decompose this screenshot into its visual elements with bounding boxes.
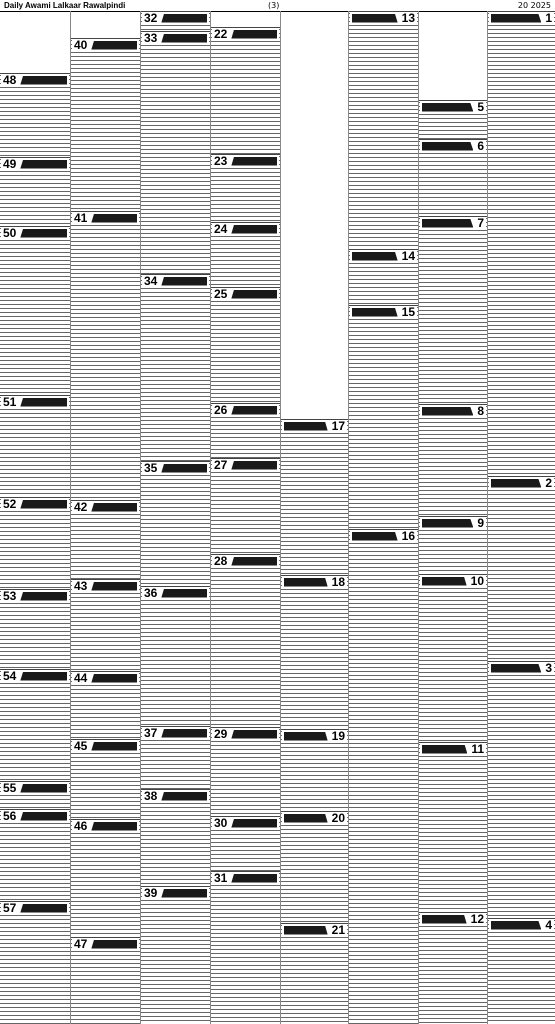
classified-ad [211,154,280,222]
column-6 [348,11,418,1024]
ad-heading-ribbon [161,277,207,286]
classified-ad [141,886,210,1024]
ad-heading-bar [142,12,209,24]
ad-heading-ribbon [491,14,541,23]
ad-number: 53 [3,589,17,603]
ad-heading-ribbon [284,926,328,935]
classified-ad [281,729,348,811]
ad-heading-bar [489,662,554,674]
classified-ad [281,923,348,1024]
ad-heading-ribbon [231,290,277,299]
classified-ad [281,419,348,575]
ad-number: 44 [74,671,88,685]
ad-heading-ribbon [352,14,398,23]
ad-heading-ribbon [20,500,67,509]
ad-heading-bar [350,12,417,24]
ad-number: 42 [74,500,88,514]
ad-heading-ribbon [161,34,207,43]
ad-heading-bar [350,250,417,262]
ad-number: 4 [545,918,552,932]
ad-heading-ribbon [91,674,137,683]
column-8 [487,11,555,1024]
classified-ad [0,497,70,589]
classified-ad [349,529,418,1024]
ad-number: 56 [3,809,17,823]
classified-ad [211,871,280,1024]
ad-heading-ribbon [20,784,67,793]
classified-ad [488,476,555,661]
ad-number: 13 [401,11,415,25]
ad-heading-bar [142,462,209,474]
ad-heading-bar [142,275,209,287]
ad-heading-bar [1,158,69,170]
ad-number: 31 [214,871,228,885]
column-2 [70,11,140,1024]
ad-heading-ribbon [422,745,467,754]
ad-heading-ribbon [91,582,137,591]
ad-number: 22 [214,27,228,41]
ad-heading-ribbon [231,406,277,415]
classified-ad [419,742,487,912]
ad-heading-ribbon [352,532,398,541]
ad-heading-ribbon [284,578,328,587]
ad-number: 28 [214,554,228,568]
ad-number: 46 [74,819,88,833]
ad-number: 21 [331,923,345,937]
ad-number: 54 [3,669,17,683]
ad-heading-ribbon [91,940,137,949]
ad-heading-ribbon [352,252,398,261]
ad-heading-bar [142,887,209,899]
ad-heading-bar [72,672,139,684]
ad-heading-ribbon [284,814,328,823]
ad-heading-bar [1,396,69,408]
ad-heading-ribbon [231,225,277,234]
classified-ad [141,274,210,461]
ad-heading-bar [142,32,209,44]
classified-ad [281,575,348,729]
ad-heading-ribbon [161,889,207,898]
ad-number: 25 [214,287,228,301]
ad-number: 17 [331,419,345,433]
ad-heading-ribbon [422,577,467,586]
classified-ad [488,661,555,918]
ad-heading-ribbon [91,503,137,512]
ad-number: 20 [331,811,345,825]
ad-heading-ribbon [20,229,67,238]
ad-heading-bar [212,872,279,884]
ad-number: 1 [545,11,552,25]
classified-ad [349,249,418,305]
classified-ad [419,100,487,139]
ad-heading-ribbon [491,921,541,930]
ad-number: 47 [74,937,88,951]
ad-heading-bar [212,288,279,300]
ad-number: 32 [144,11,158,25]
ad-heading-ribbon [231,557,277,566]
ad-number: 26 [214,403,228,417]
ad-heading-bar [1,670,69,682]
ad-number: 19 [331,729,345,743]
ad-number: 38 [144,789,158,803]
ad-heading-ribbon [284,422,328,431]
classified-ad [211,554,280,727]
classified-ad [211,816,280,871]
classified-ad [141,11,210,31]
ad-heading-bar [72,740,139,752]
classified-ad [0,157,70,226]
ad-heading-bar [72,39,139,51]
classified-ad [71,739,140,819]
ad-heading-bar [1,498,69,510]
ad-heading-bar [489,477,554,489]
classified-ad [419,139,487,216]
ad-heading-bar [142,727,209,739]
ad-heading-bar [350,306,417,318]
ad-heading-ribbon [20,160,67,169]
ad-heading-ribbon [284,732,328,741]
ad-number: 10 [470,574,484,588]
ad-heading-bar [1,782,69,794]
page-number: (3) [268,1,280,10]
ad-heading-ribbon [231,30,277,39]
classified-ad [0,73,70,157]
ad-heading-ribbon [422,407,473,416]
classified-ad [419,516,487,574]
ad-number: 29 [214,727,228,741]
ad-number: 41 [74,211,88,225]
ad-heading-ribbon [231,819,277,828]
ad-number: 30 [214,816,228,830]
ad-heading-bar [1,227,69,239]
ad-heading-ribbon [20,76,67,85]
ad-number: 24 [214,222,228,236]
ad-heading-bar [282,576,347,588]
classified-ad [488,11,555,476]
classified-ad [211,222,280,287]
ad-number: 18 [331,575,345,589]
ad-heading-ribbon [231,730,277,739]
issue-date: 20 2025 [517,1,551,10]
ad-number: 34 [144,274,158,288]
classified-ad [71,500,140,579]
ad-heading-bar [1,74,69,86]
ad-heading-bar [212,555,279,567]
ad-heading-ribbon [20,398,67,407]
ad-number: 3 [545,661,552,675]
ad-number: 6 [477,139,484,153]
classified-ad [349,305,418,529]
ad-number: 5 [477,100,484,114]
classified-ad [71,937,140,1024]
classified-ad [419,574,487,742]
classified-ad [141,726,210,789]
paper-name: Daily Awami Lalkaar Rawalpindi [4,1,126,10]
ad-heading-bar [420,405,486,417]
ad-number: 52 [3,497,17,511]
ad-heading-bar [420,101,486,113]
ad-number: 2 [545,476,552,490]
classified-ad [211,458,280,554]
classified-ad [0,669,70,781]
ad-heading-ribbon [231,157,277,166]
ad-heading-bar [212,817,279,829]
ad-heading-ribbon [352,308,398,317]
ad-number: 15 [401,305,415,319]
ad-number: 36 [144,586,158,600]
classified-ad [71,211,140,500]
ad-heading-bar [282,730,347,742]
ad-number: 27 [214,458,228,472]
ad-number: 12 [470,912,484,926]
ad-heading-ribbon [491,664,541,673]
ad-heading-bar [212,728,279,740]
classified-ad [0,809,70,901]
ad-heading-bar [420,913,486,925]
ad-heading-ribbon [491,479,541,488]
ad-number: 7 [477,216,484,230]
column-7 [418,11,487,1024]
ad-heading-ribbon [231,461,277,470]
classified-ad [71,819,140,937]
ad-number: 43 [74,579,88,593]
classified-ad [419,912,487,1024]
ad-heading-bar [489,12,554,24]
ad-heading-ribbon [20,904,67,913]
column-5 [280,11,348,1024]
classified-ad [0,395,70,497]
classified-ad [71,579,140,671]
classified-ad [141,31,210,274]
ad-heading-ribbon [422,142,473,151]
column-4 [210,11,280,1024]
classified-ad [0,226,70,395]
classified-ad [0,901,70,1024]
classified-ad [419,404,487,516]
classified-ad [0,781,70,809]
ad-heading-ribbon [161,792,207,801]
classified-ad [211,27,280,154]
ad-heading-bar [420,217,486,229]
ad-heading-ribbon [161,729,207,738]
column-3 [140,11,210,1024]
ad-heading-bar [420,575,486,587]
column-1 [0,11,70,1024]
ad-heading-bar [72,580,139,592]
ad-heading-ribbon [422,219,473,228]
classified-ad [349,11,418,249]
ad-number: 33 [144,31,158,45]
ad-number: 35 [144,461,158,475]
ad-heading-bar [212,223,279,235]
ad-heading-ribbon [161,589,207,598]
classifieds-page [0,11,555,1024]
ad-number: 57 [3,901,17,915]
ad-heading-bar [420,517,486,529]
ad-heading-ribbon [231,874,277,883]
ad-number: 14 [401,249,415,263]
ad-number: 40 [74,38,88,52]
classified-ad [0,589,70,669]
ad-heading-bar [72,820,139,832]
ad-heading-bar [1,902,69,914]
ad-heading-bar [282,812,347,824]
ad-number: 37 [144,726,158,740]
ad-heading-bar [1,590,69,602]
ad-heading-bar [1,810,69,822]
ad-heading-ribbon [161,14,207,23]
classified-ad [141,586,210,726]
ad-number: 50 [3,226,17,240]
classified-ad [141,789,210,886]
ad-heading-bar [72,938,139,950]
ad-heading-bar [72,212,139,224]
ad-heading-bar [282,420,347,432]
ad-heading-bar [420,743,486,755]
ad-number: 8 [477,404,484,418]
ad-heading-bar [142,587,209,599]
classified-ad [71,38,140,211]
ad-number: 9 [477,516,484,530]
ad-heading-bar [420,140,486,152]
ad-number: 49 [3,157,17,171]
ad-heading-bar [350,530,417,542]
ad-number: 23 [214,154,228,168]
ad-heading-ribbon [20,812,67,821]
ad-heading-bar [212,155,279,167]
ad-heading-ribbon [91,742,137,751]
ad-heading-bar [282,924,347,936]
ad-heading-ribbon [161,464,207,473]
classified-ad [211,727,280,816]
ad-heading-ribbon [20,592,67,601]
classified-ad [281,811,348,923]
classified-ad [211,403,280,458]
ad-heading-bar [212,404,279,416]
ad-heading-bar [142,790,209,802]
ad-heading-ribbon [20,672,67,681]
ad-number: 11 [471,742,484,756]
ad-heading-ribbon [91,41,137,50]
ad-heading-bar [212,459,279,471]
ad-number: 45 [74,739,88,753]
ad-heading-ribbon [91,214,137,223]
ad-heading-bar [489,919,554,931]
classified-ad [141,461,210,586]
ad-heading-ribbon [422,103,473,112]
ad-heading-ribbon [422,915,467,924]
ad-number: 39 [144,886,158,900]
classified-ad [211,287,280,403]
ad-heading-ribbon [422,519,473,528]
ad-heading-bar [212,28,279,40]
ad-number: 48 [3,73,17,87]
classified-ad [419,216,487,404]
ad-number: 16 [401,529,415,543]
ad-heading-bar [72,501,139,513]
ad-number: 51 [3,395,17,409]
classified-ad [71,671,140,739]
ad-number: 55 [3,781,17,795]
ad-heading-ribbon [91,822,137,831]
classified-ad [488,918,555,1024]
